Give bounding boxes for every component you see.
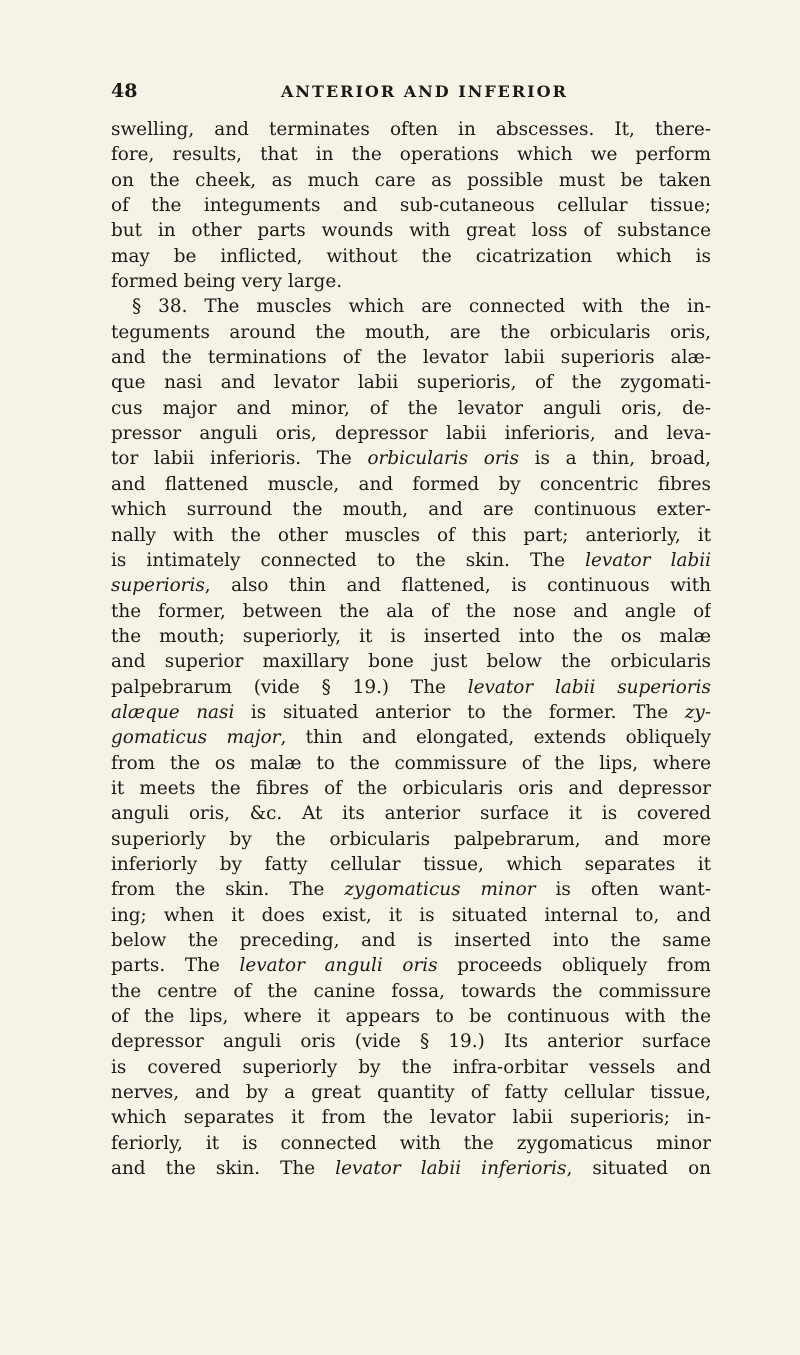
text-line: parts. The levator anguli oris proceeds obliquely from <box>111 955 711 977</box>
text-line: and flattened muscle, and formed by concentric fibres <box>111 473 711 495</box>
text-line: from the os malæ to the commissure of the lips, where <box>111 752 711 774</box>
text-line: teguments around the mouth, are the orbicularis oris, <box>111 321 711 343</box>
text-line: anguli oris, &c. At its anterior surface it is covered <box>111 803 711 825</box>
text-line: palpebrarum (vide § 19.) The levator labii superioris <box>111 676 711 698</box>
text-line: cus major and minor, of the levator anguli oris, de- <box>111 397 711 419</box>
text-line: inferiorly by fatty cellular tissue, which separates it <box>111 853 711 875</box>
text-line: ing; when it does exist, it is situated internal to, and <box>111 904 711 926</box>
running-head: ANTERIOR AND INFERIOR <box>281 82 568 101</box>
text-line: of the integuments and sub-cutaneous cellular tissue; <box>111 195 711 217</box>
text-line: depressor anguli oris (vide § 19.) Its anterior surface <box>111 1031 711 1053</box>
text-line: and the terminations of the levator labii superioris alæ- <box>111 347 711 369</box>
text-line: swelling, and terminates often in abscesses. It, there- <box>111 119 711 140</box>
text-line: may be inflicted, without the cicatrization which is <box>111 245 711 267</box>
body-text <box>111 117 711 1181</box>
text-line: it meets the fibres of the orbicularis oris and depressor <box>111 777 711 799</box>
text-line: and the skin. The levator labii inferioris, situated on <box>111 1158 711 1180</box>
text-line: § 38. The muscles which are connected with the in- <box>132 296 711 318</box>
text-line: feriorly, it is connected with the zygomaticus minor <box>111 1132 711 1154</box>
text-line: the former, between the ala of the nose and angle of <box>111 600 711 622</box>
text-line: is intimately connected to the skin. The levator labii <box>111 549 711 571</box>
text-line: which surround the mouth, and are continuous exter- <box>111 499 711 521</box>
text-line: and superior maxillary bone just below the orbicularis <box>111 651 711 673</box>
text-line: nally with the other muscles of this part; anteriorly, it <box>111 524 711 546</box>
text-line: from the skin. The zygomaticus minor is often want- <box>111 879 711 901</box>
text-line: superiorly by the orbicularis palpebrarum, and more <box>111 828 711 850</box>
text-line: which separates it from the levator labii superioris; in- <box>111 1107 711 1129</box>
text-line: nerves, and by a great quantity of fatty cellular tissue, <box>111 1082 711 1104</box>
text-line: the centre of the canine fossa, towards the commissure <box>111 980 711 1002</box>
text-line: below the preceding, and is inserted into the same <box>111 930 711 951</box>
text-line: superioris, also thin and flattened, is continuous with <box>111 575 711 597</box>
text-line: que nasi and levator labii superioris, of the zygomati- <box>111 372 711 394</box>
text-line: but in other parts wounds with great loss of substance <box>111 220 711 242</box>
text-line: tor labii inferioris. The orbicularis oris is a thin, broad, <box>111 448 711 470</box>
page-number: 48 <box>111 80 138 102</box>
text-line: alæque nasi is situated anterior to the former. The zy- <box>111 701 711 723</box>
text-line: pressor anguli oris, depressor labii inferioris, and leva- <box>111 423 711 445</box>
text-line: fore, results, that in the operations which we perform <box>111 144 711 166</box>
text-line: is covered superiorly by the infra-orbitar vessels and <box>111 1056 711 1078</box>
text-line: gomaticus major, thin and elongated, extends obliquely <box>111 727 711 749</box>
text-line: on the cheek, as much care as possible must be taken <box>111 169 711 191</box>
page-header <box>111 80 711 106</box>
text-line: of the lips, where it appears to be continuous with the <box>111 1006 711 1028</box>
text-line: formed being very large. <box>111 271 343 293</box>
text-line: the mouth; superiorly, it is inserted into the os malæ <box>111 625 711 647</box>
